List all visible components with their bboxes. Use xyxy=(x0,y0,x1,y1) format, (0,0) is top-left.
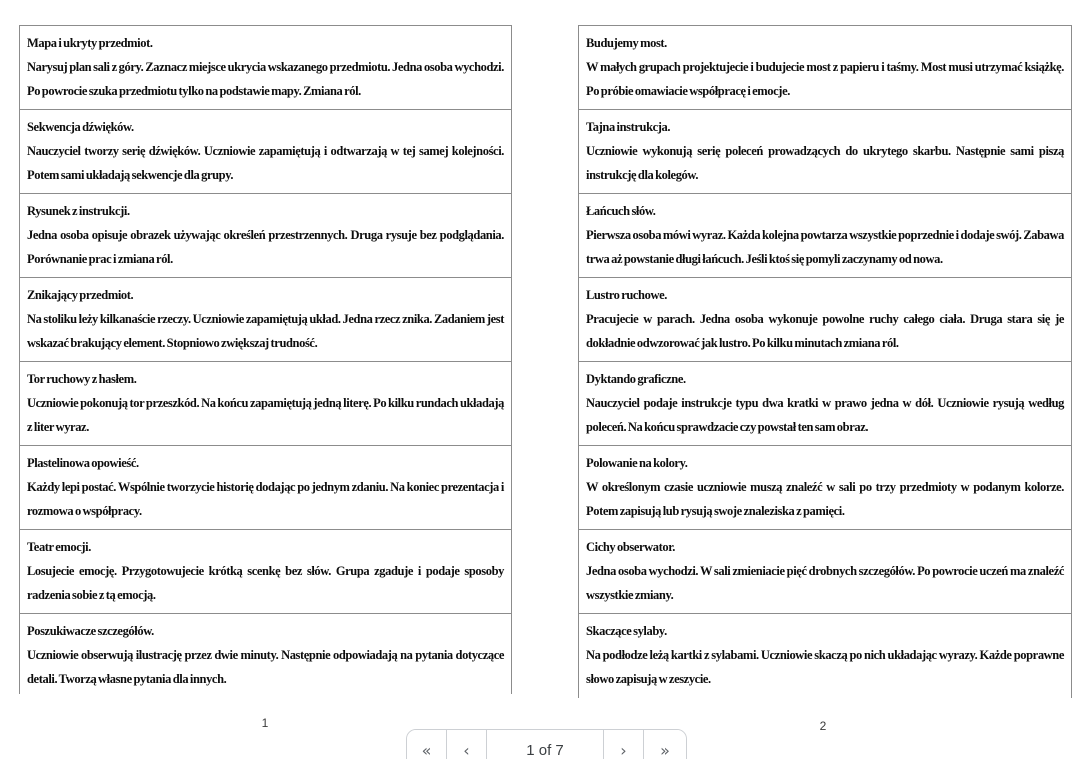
table-row xyxy=(20,446,511,530)
pagination-bar xyxy=(406,729,687,759)
activity-body: Uczniowie wykonują serię poleceń prowadzących do ukrytego skarbu. Następnie sami piszą instrukcję dla kolegów. xyxy=(586,144,1064,182)
document-page-1 xyxy=(19,25,512,694)
table-row xyxy=(579,278,1071,362)
activities-table-page-1 xyxy=(19,25,512,694)
activity-body: Każdy lepi postać. Wspólnie tworzycie historię dodając po jednym zdaniu. Na koniec prezentacja i rozmowa o współpracy. xyxy=(27,480,504,518)
activity-title: Znikający przedmiot. xyxy=(27,288,134,302)
activity-title: Polowanie na kolory. xyxy=(586,456,688,470)
activity-title: Budujemy most. xyxy=(586,36,667,50)
document-page-2 xyxy=(578,25,1072,727)
table-row xyxy=(579,446,1071,530)
first-page-button[interactable] xyxy=(407,730,447,759)
activity-title: Plastelinowa opowieść. xyxy=(27,456,139,470)
activity-body: Jedna osoba opisuje obrazek używając określeń przestrzennych. Druga rysuje bez podglądania. Porównanie prac i zmiana ról. xyxy=(27,228,504,266)
last-page-button[interactable] xyxy=(644,730,686,759)
page-number-label-1: 1 xyxy=(261,716,269,730)
page-indicator-text: 1 of 7 xyxy=(526,741,564,759)
activity-body: Jedna osoba wychodzi. W sali zmieniacie pięć drobnych szczegółów. Po powrocie uczeń ma znaleźć wszystkie zmiany. xyxy=(586,564,1064,602)
table-row xyxy=(20,194,511,278)
last-page-icon: » xyxy=(660,740,670,759)
activity-body: Nauczyciel podaje instrukcje typu dwa kratki w prawo jedna w dół. Uczniowie rysują według poleceń. Na końcu sprawdzacie czy powstał ten sam obraz. xyxy=(586,396,1064,434)
table-row xyxy=(20,614,511,694)
activity-body: Losujecie emocję. Przygotowujecie krótką scenkę bez słów. Grupa zgaduje i podaje sposoby radzenia sobie z tą emocją. xyxy=(27,564,504,602)
activity-title: Łańcuch słów. xyxy=(586,204,656,218)
activity-body: Na stoliku leży kilkanaście rzeczy. Uczniowie zapamiętują układ. Jedna rzecz znika. Zadaniem jest wskazać brakujący element. Stopniowo zwiększaj trudność. xyxy=(27,312,504,350)
activity-body: W określonym czasie uczniowie muszą znaleźć w sali po trzy przedmioty w podanym kolorze. Potem zapisują lub rysują swoje znaleziska z pamięci. xyxy=(586,480,1064,518)
table-row xyxy=(579,362,1071,446)
table-row xyxy=(579,614,1071,698)
next-page-icon: › xyxy=(620,740,627,759)
first-page-icon: « xyxy=(421,740,432,759)
table-row xyxy=(20,362,511,446)
page-indicator[interactable] xyxy=(487,730,604,759)
table-row xyxy=(579,530,1071,614)
activity-title: Lustro ruchowe. xyxy=(586,288,667,302)
activity-title: Poszukiwacze szczegółów. xyxy=(27,624,154,638)
activity-body: Narysuj plan sali z góry. Zaznacz miejsce ukrycia wskazanego przedmiotu. Jedna osoba wychodzi. Po powrocie szuka przedmiotu tylko na podstawie mapy. Zmiana ról. xyxy=(27,60,504,98)
next-page-button[interactable] xyxy=(604,730,644,759)
page-number-label-2: 2 xyxy=(819,719,827,733)
previous-page-button[interactable] xyxy=(447,730,487,759)
activity-title: Tajna instrukcja. xyxy=(586,120,671,134)
activity-title: Cichy obserwator. xyxy=(586,540,675,554)
activity-title: Mapa i ukryty przedmiot. xyxy=(27,36,153,50)
table-row xyxy=(20,26,511,110)
activity-body: Nauczyciel tworzy serię dźwięków. Uczniowie zapamiętują i odtwarzają w tej samej kolejności. Potem sami układają sekwencje dla grupy. xyxy=(27,144,504,182)
table-row xyxy=(20,110,511,194)
table-row xyxy=(20,530,511,614)
table-row xyxy=(20,278,511,362)
activity-body: Uczniowie pokonują tor przeszkód. Na końcu zapamiętują jedną literę. Po kilku rundach układają z liter wyraz. xyxy=(27,396,504,434)
table-row xyxy=(579,194,1071,278)
activity-title: Teatr emocji. xyxy=(27,540,91,554)
activity-body: Na podłodze leżą kartki z sylabami. Uczniowie skaczą po nich układając wyrazy. Każde poprawne słowo zapisują w zeszycie. xyxy=(586,648,1064,686)
activity-title: Dyktando graficzne. xyxy=(586,372,686,386)
activity-title: Rysunek z instrukcji. xyxy=(27,204,130,218)
activities-table-page-2 xyxy=(578,25,1072,698)
table-row xyxy=(579,110,1071,194)
activity-body: Pierwsza osoba mówi wyraz. Każda kolejna powtarza wszystkie poprzednie i dodaje swój. Zabawa trwa aż powstanie długi łańcuch. Jeśli ktoś się pomyli zaczynamy od nowa. xyxy=(586,228,1064,266)
activity-title: Sekwencja dźwięków. xyxy=(27,120,134,134)
activity-body: W małych grupach projektujecie i budujecie most z papieru i taśmy. Most musi utrzymać książkę. Po próbie omawiacie współpracę i emocje. xyxy=(586,60,1064,98)
activity-body: Pracujecie w parach. Jedna osoba wykonuje powolne ruchy całego ciała. Druga stara się je dokładnie odwzorować jak lustro. Po kilku minutach zmiana ról. xyxy=(586,312,1064,350)
previous-page-icon: ‹ xyxy=(463,740,470,759)
activity-title: Tor ruchowy z hasłem. xyxy=(27,372,137,386)
activity-body: Uczniowie obserwują ilustrację przez dwie minuty. Następnie odpowiadają na pytania dotyczące detali. Tworzą własne pytania dla innych. xyxy=(27,648,504,686)
table-row xyxy=(579,26,1071,110)
activity-title: Skaczące sylaby. xyxy=(586,624,667,638)
